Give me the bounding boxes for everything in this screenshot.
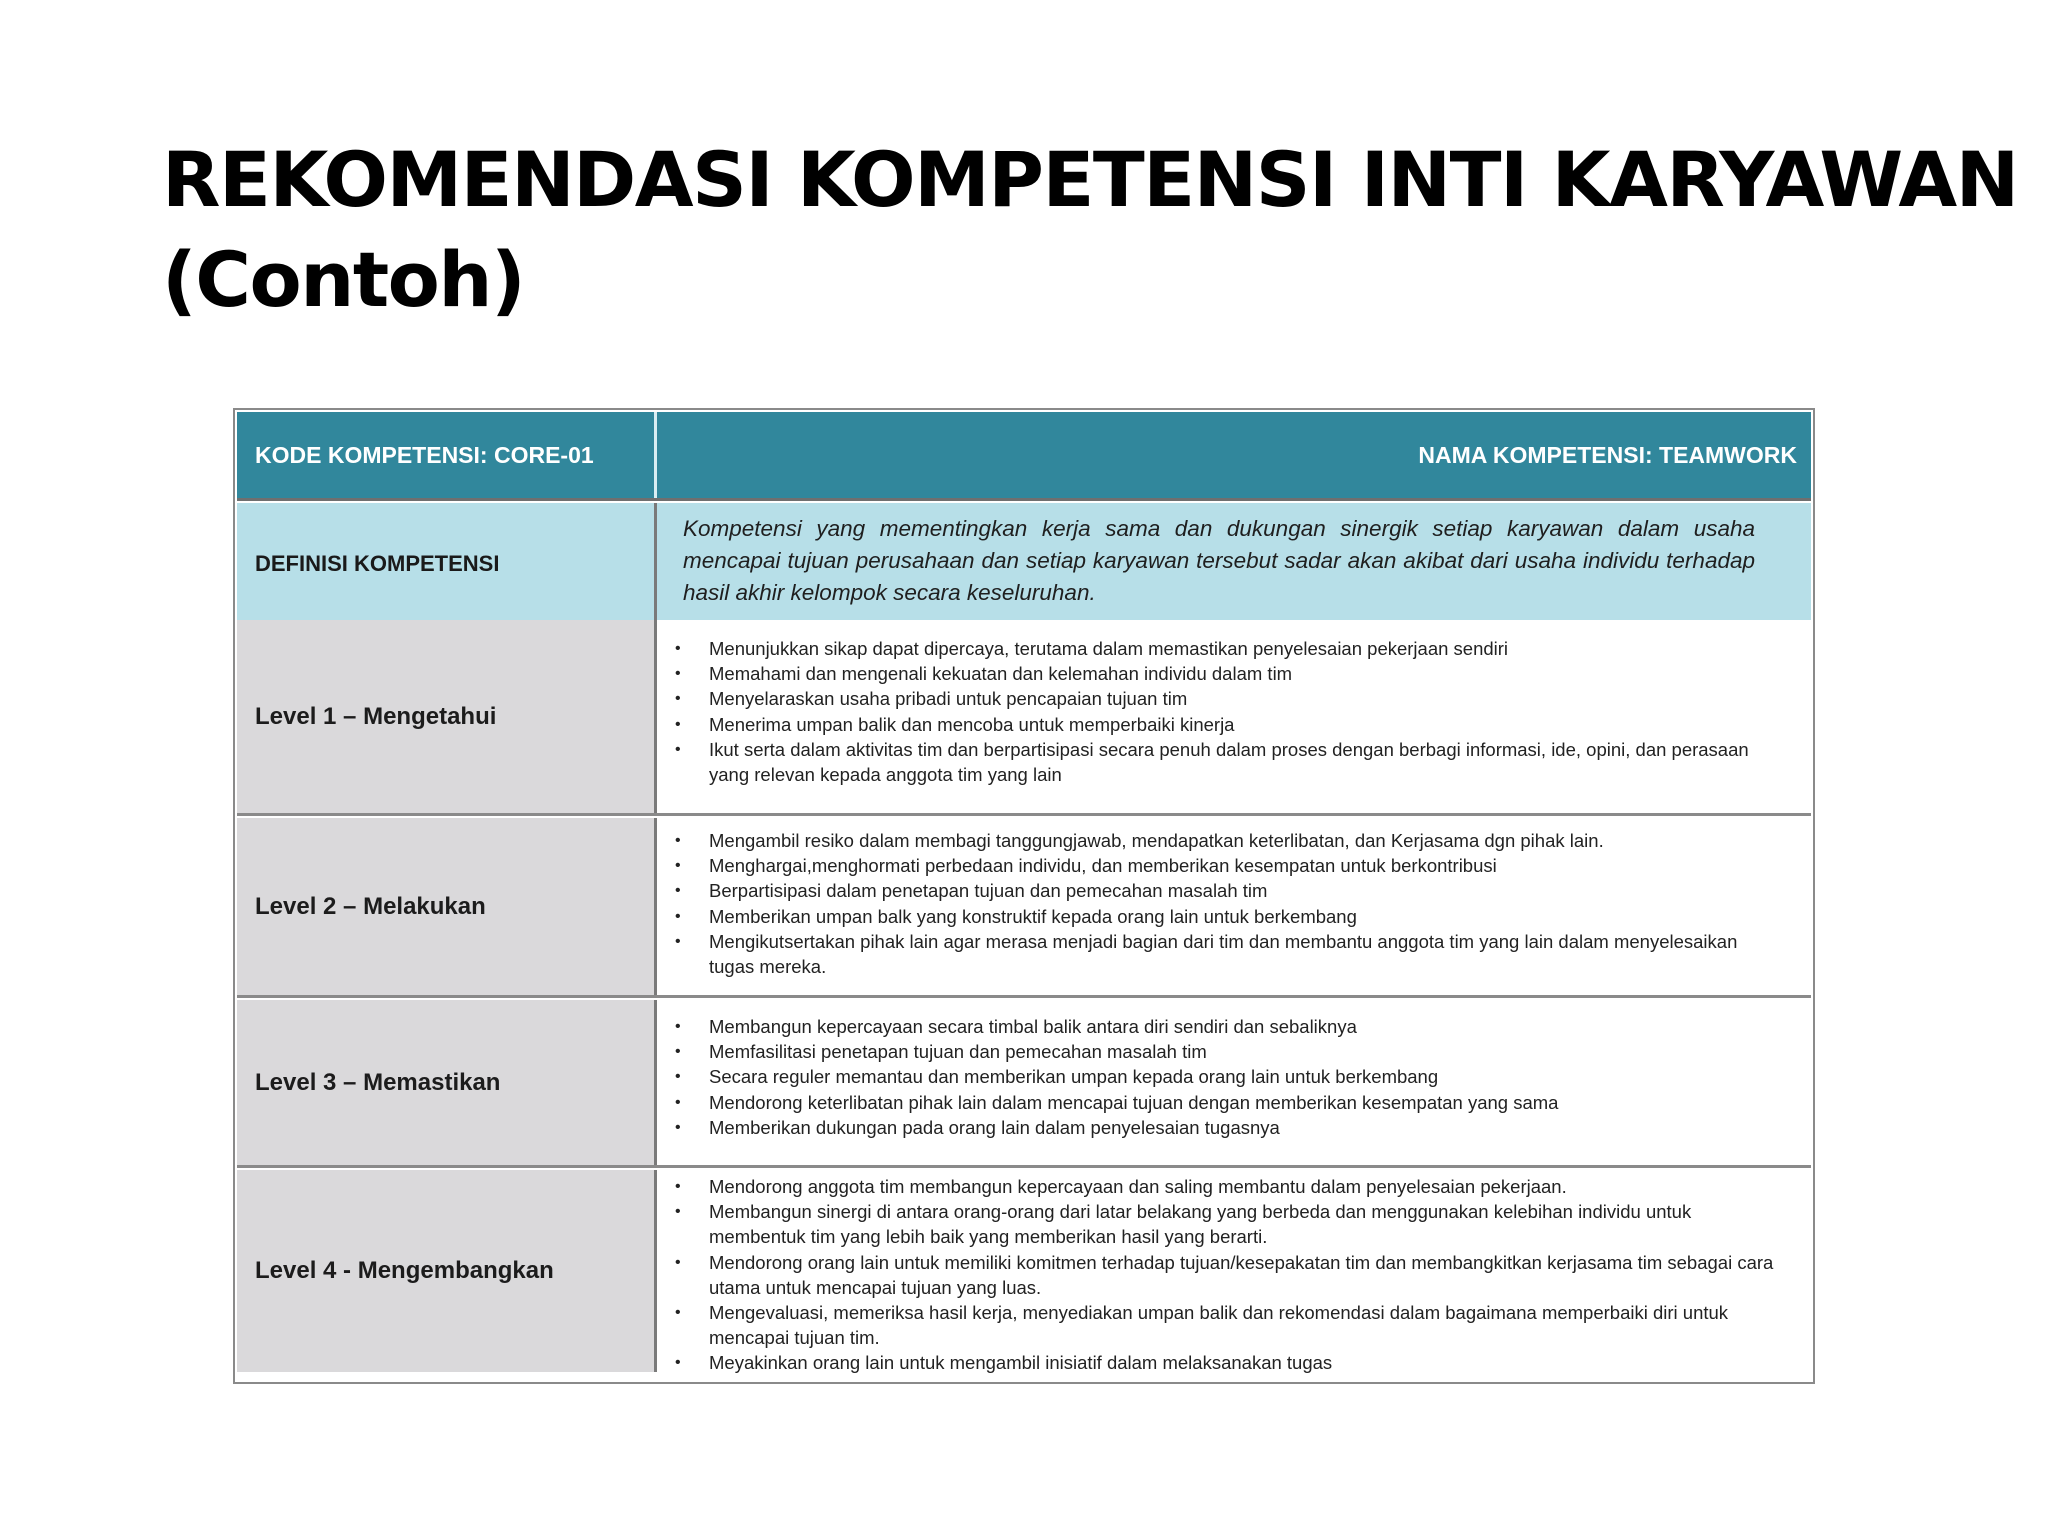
- level-label: Level 3 – Memastikan: [237, 1000, 657, 1165]
- level-behaviors: [657, 1000, 1811, 1165]
- bullet-icon: •: [675, 715, 681, 733]
- list-item: [675, 904, 1781, 929]
- list-item-text: Mendorong keterlibatan pihak lain dalam mencapai tujuan dengan memberikan kesempatan yang sama: [709, 1091, 1559, 1113]
- level-label: Level 1 – Mengetahui: [237, 620, 657, 813]
- list-item-text: Menunjukkan sikap dapat dipercaya, terutama dalam memastikan penyelesaian pekerjaan sendiri: [709, 638, 1509, 659]
- list-item: [675, 712, 1781, 737]
- bullet-icon: •: [675, 1178, 681, 1195]
- definition-cell: [657, 503, 1811, 624]
- bullet-icon: •: [675, 907, 681, 925]
- bullet-icon: •: [675, 1093, 681, 1111]
- bullet-icon: •: [675, 1018, 681, 1035]
- bullet-icon: •: [675, 740, 681, 758]
- slide-title-line-2: (Contoh): [162, 235, 525, 324]
- level-behaviors: [657, 1170, 1811, 1372]
- definition-row: [237, 503, 1811, 627]
- behavior-list: [657, 620, 1811, 787]
- list-item-text: Berpartisipasi dalam penetapan tujuan dan pemecahan masalah tim: [709, 880, 1268, 902]
- list-item-text: Membangun sinergi di antara orang-orang dari latar belakang yang berbeda dan menggunakan kelebihan individu untuk membentuk tim yang lebih baik yang memberikan hasil yang berarti.: [709, 1201, 1692, 1248]
- list-item: [675, 737, 1781, 787]
- list-item-text: Ikut serta dalam aktivitas tim dan berpartisipasi secara penuh dalam proses dengan berbagi informasi, ide, opini, dan perasaan yang relevan kepada anggota tim yang lain: [709, 738, 1749, 786]
- list-item: [675, 1350, 1781, 1375]
- list-item: [675, 878, 1781, 903]
- bullet-icon: •: [675, 640, 681, 657]
- table-header-row: [237, 412, 1811, 501]
- bullet-icon: •: [675, 1304, 681, 1322]
- list-item-text: Menerima umpan balik dan mencoba untuk memperbaiki kinerja: [709, 713, 1235, 735]
- slide-title: [162, 130, 2018, 330]
- behavior-list: [657, 818, 1811, 979]
- bullet-icon: •: [675, 690, 681, 708]
- competency-code: KODE KOMPETENSI: CORE-01: [237, 412, 657, 498]
- list-item-text: Mendorong orang lain untuk memiliki komitmen terhadap tujuan/kesepakatan tim dan membangkitkan kerjasama tim sebagai cara utama untuk mencapai tujuan yang luas.: [709, 1251, 1774, 1298]
- list-item-text: Memberikan umpan balk yang konstruktif kepada orang lain untuk berkembang: [709, 905, 1357, 927]
- list-item: [675, 1174, 1781, 1199]
- list-item: [675, 1250, 1781, 1300]
- list-item-text: Membangun kepercayaan secara timbal balik antara diri sendiri dan sebaliknya: [709, 1016, 1357, 1037]
- bullet-icon: •: [675, 665, 681, 683]
- slide-title-line-1: REKOMENDASI KOMPETENSI INTI KARYAWAN: [162, 135, 2018, 224]
- list-item: [675, 929, 1781, 979]
- bullet-icon: •: [675, 1068, 681, 1086]
- bullet-icon: •: [675, 1118, 681, 1136]
- bullet-icon: •: [675, 932, 681, 950]
- list-item-text: Secara reguler memantau dan memberikan umpan kepada orang lain untuk berkembang: [709, 1066, 1439, 1088]
- behavior-list: [657, 1000, 1811, 1140]
- list-item-text: Menyelaraskan usaha pribadi untuk pencapaian tujuan tim: [709, 688, 1188, 710]
- competency-table: [233, 408, 1815, 1384]
- list-item: [675, 1064, 1781, 1089]
- list-item: [675, 636, 1781, 661]
- list-item-text: Memfasilitasi penetapan tujuan dan pemecahan masalah tim: [709, 1041, 1207, 1063]
- level-row-4: [237, 1170, 1811, 1372]
- bullet-icon: •: [675, 1253, 681, 1271]
- list-item-text: Mengikutsertakan pihak lain agar merasa menjadi bagian dari tim dan membantu anggota tim yang lain dalam menyelesaikan tugas mereka.: [709, 930, 1738, 978]
- list-item-text: Mengambil resiko dalam membagi tanggungjawab, mendapatkan keterlibatan, dan Kerjasama dgn pihak lain.: [709, 830, 1604, 851]
- list-item-text: Memahami dan mengenali kekuatan dan kelemahan individu dalam tim: [709, 663, 1293, 685]
- list-item: [675, 1300, 1781, 1350]
- list-item: [675, 661, 1781, 686]
- list-item-text: Meyakinkan orang lain untuk mengambil inisiatif dalam melaksanakan tugas: [709, 1352, 1333, 1374]
- competency-name: NAMA KOMPETENSI: TEAMWORK: [1418, 441, 1797, 468]
- level-row-2: [237, 818, 1811, 998]
- bullet-icon: •: [675, 857, 681, 875]
- list-item: [675, 1039, 1781, 1064]
- list-item: [675, 1090, 1781, 1115]
- bullet-icon: •: [675, 1043, 681, 1061]
- list-item-text: Mengevaluasi, memeriksa hasil kerja, menyediakan umpan balik dan rekomendasi dalam bagaimana memperbaiki diri untuk mencapai tujuan tim.: [709, 1302, 1729, 1349]
- list-item: [675, 1014, 1781, 1039]
- list-item: [675, 1115, 1781, 1140]
- list-item: [675, 828, 1781, 853]
- list-item-text: Menghargai,menghormati perbedaan individu, dan memberikan kesempatan untuk berkontribusi: [709, 855, 1497, 877]
- behavior-list: [657, 1170, 1811, 1376]
- list-item-text: Mendorong anggota tim membangun kepercayaan dan saling membantu dalam penyelesaian pekerjaan.: [709, 1176, 1567, 1197]
- bullet-icon: •: [675, 1354, 681, 1372]
- bullet-icon: •: [675, 832, 681, 849]
- level-row-3: [237, 1000, 1811, 1168]
- bullet-icon: •: [675, 882, 681, 900]
- level-behaviors: [657, 620, 1811, 813]
- bullet-icon: •: [675, 1203, 681, 1221]
- list-item: [675, 853, 1781, 878]
- level-label: Level 2 – Melakukan: [237, 818, 657, 995]
- list-item: [675, 1199, 1781, 1249]
- definition-text: Kompetensi yang mementingkan kerja sama dan dukungan sinergik setiap karyawan dalam usaha mencapai tujuan perusahaan dan setiap karyawan tersebut sadar akan akibat dari usaha individu terhadap hasil akhir kelompok secara keseluruhan.: [683, 516, 1755, 605]
- list-item: [675, 686, 1781, 711]
- list-item-text: Memberikan dukungan pada orang lain dalam penyelesaian tugasnya: [709, 1116, 1280, 1138]
- level-label: Level 4 - Mengembangkan: [237, 1170, 657, 1372]
- definition-label: DEFINISI KOMPETENSI: [237, 503, 657, 624]
- level-behaviors: [657, 818, 1811, 995]
- level-row-1: [237, 620, 1811, 816]
